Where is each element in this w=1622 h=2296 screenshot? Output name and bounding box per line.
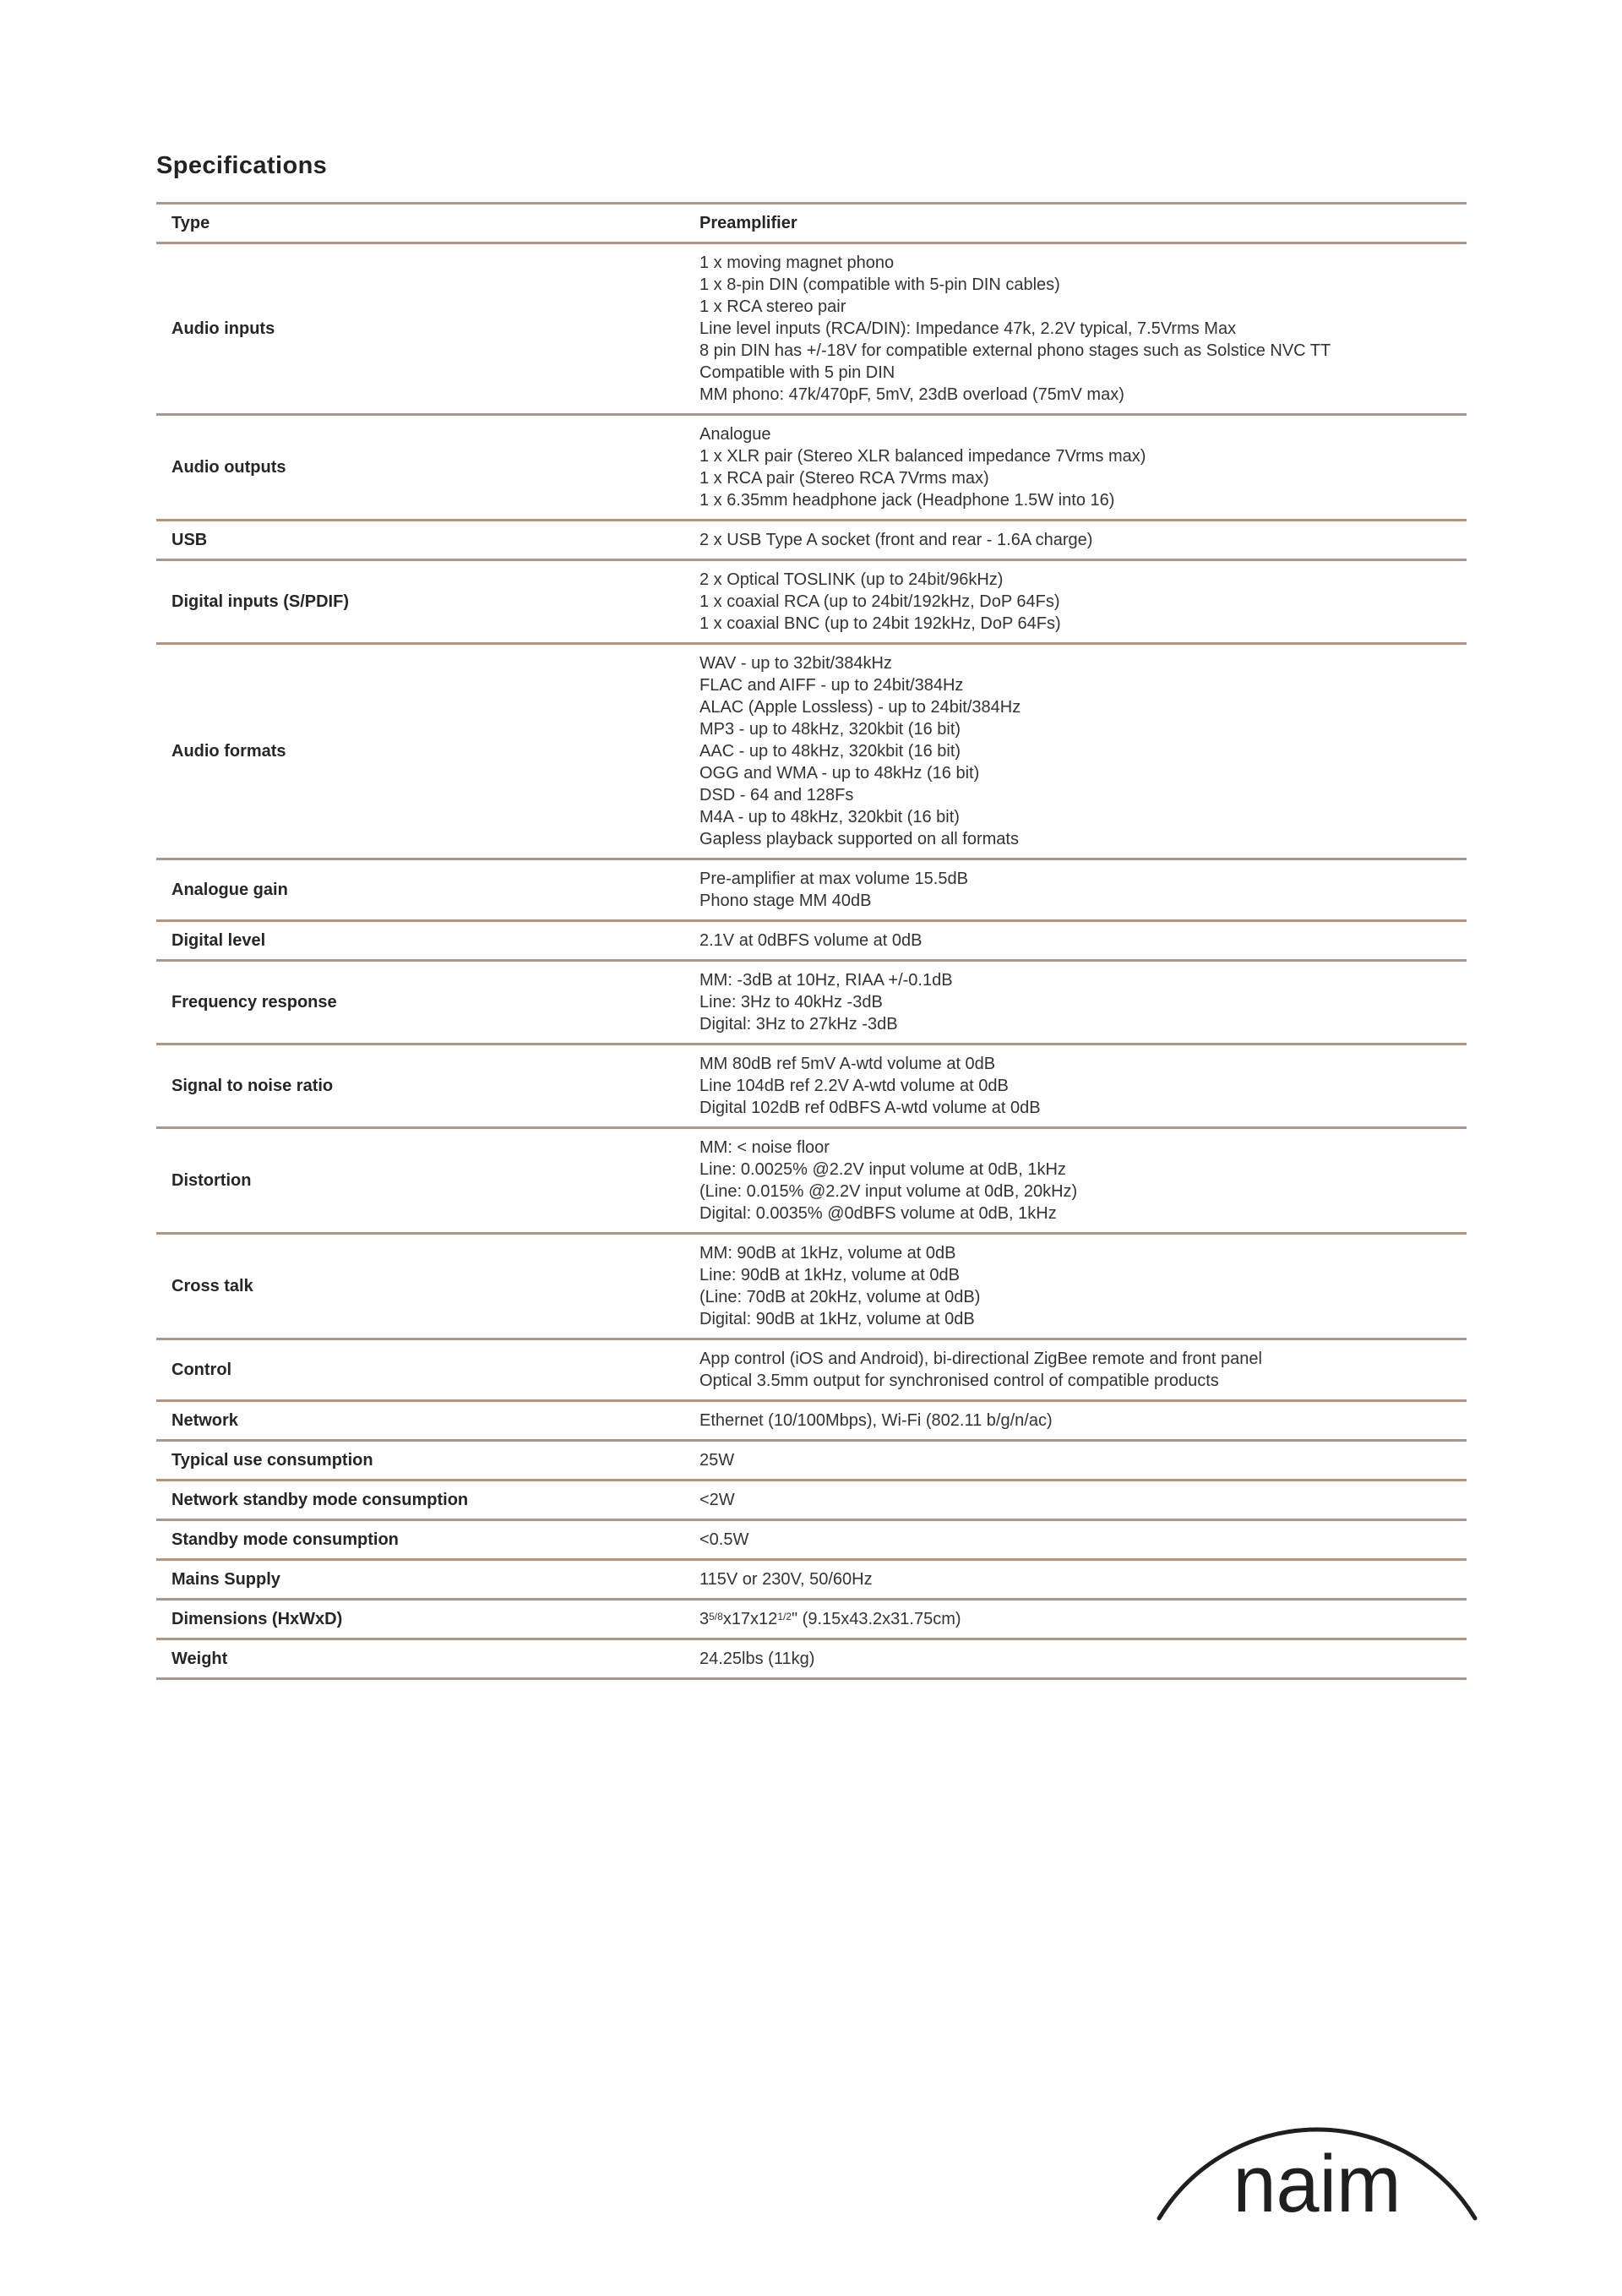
table-row [156, 1235, 1467, 1340]
spec-value-line: Pre-amplifier at max volume 15.5dB [699, 870, 968, 888]
spec-value [699, 930, 1467, 952]
spec-label: Network standby mode consumption [171, 1491, 469, 1509]
spec-label: Digital inputs (S/PDIF) [171, 592, 349, 611]
table-row [156, 561, 1467, 645]
spec-value-line: Line: 90dB at 1kHz, volume at 0dB [699, 1266, 960, 1284]
table-row [156, 416, 1467, 521]
specifications-table [156, 202, 1467, 1680]
spec-value-line: 24.25lbs (11kg) [699, 1650, 815, 1668]
spec-value-line: MM: < noise floor [699, 1138, 830, 1157]
spec-value-line: App control (iOS and Android), bi-directional ZigBee remote and front panel [699, 1350, 1262, 1368]
spec-value-line: 115V or 230V, 50/60Hz [699, 1570, 873, 1589]
spec-value-line: Digital: 90dB at 1kHz, volume at 0dB [699, 1310, 975, 1328]
table-row [156, 1340, 1467, 1402]
table-row [156, 1129, 1467, 1235]
spec-value-line: <0.5W [699, 1530, 749, 1549]
spec-value-line: MM: -3dB at 10Hz, RIAA +/-0.1dB [699, 971, 953, 990]
spec-value [699, 1489, 1467, 1511]
spec-value [699, 652, 1467, 850]
logo-wordmark: naim [1233, 2139, 1402, 2229]
spec-label: Analogue gain [171, 881, 288, 899]
spec-value [699, 868, 1467, 912]
spec-value-line: 1 x 8-pin DIN (compatible with 5-pin DIN cables) [699, 275, 1060, 294]
table-row [156, 205, 1467, 244]
spec-value-line: Digital: 3Hz to 27kHz -3dB [699, 1015, 898, 1033]
spec-value-line: DSD - 64 and 128Fs [699, 786, 854, 804]
spec-value-line: (Line: 0.015% @2.2V input volume at 0dB, 20kHz) [699, 1182, 1078, 1201]
spec-value-line: Analogue [699, 425, 771, 444]
spec-value-line: MP3 - up to 48kHz, 320kbit (16 bit) [699, 720, 961, 739]
spec-value [699, 1568, 1467, 1590]
spec-value [699, 1529, 1467, 1551]
spec-value-line: 8 pin DIN has +/-18V for compatible external phono stages such as Solstice NVC TT [699, 341, 1331, 360]
page-title: Specifications [156, 152, 328, 179]
spec-value-line: 2.1V at 0dBFS volume at 0dB [699, 931, 923, 950]
table-row [156, 244, 1467, 416]
spec-value-line: 1 x coaxial RCA (up to 24bit/192kHz, DoP 64Fs) [699, 592, 1060, 611]
spec-value-line: MM: 90dB at 1kHz, volume at 0dB [699, 1244, 956, 1263]
spec-value-line: Digital 102dB ref 0dBFS A-wtd volume at 0dB [699, 1099, 1041, 1117]
naim-logo [1156, 2117, 1478, 2235]
spec-value-line: $3^{5/8}x17x12^{1/2}$" (9.15x43.2x31.75cm) [699, 1610, 961, 1628]
spec-value-line: Preamplifier [699, 214, 797, 232]
spec-value-line: Line level inputs (RCA/DIN): Impedance 47k, 2.2V typical, 7.5Vrms Max [699, 319, 1237, 338]
spec-value-line: ALAC (Apple Lossless) - up to 24bit/384Hz [699, 698, 1021, 717]
spec-label: Type [171, 214, 210, 232]
table-row [156, 1521, 1467, 1561]
spec-value-line: 1 x RCA stereo pair [699, 297, 846, 316]
spec-value-line: Line: 3Hz to 40kHz -3dB [699, 993, 883, 1012]
spec-value-line: Phono stage MM 40dB [699, 892, 872, 910]
spec-label: Signal to noise ratio [171, 1077, 334, 1095]
spec-label: Cross talk [171, 1277, 253, 1295]
table-row [156, 922, 1467, 962]
spec-value [699, 969, 1467, 1035]
table-row [156, 645, 1467, 860]
spec-value-line: MM phono: 47k/470pF, 5mV, 23dB overload (75mV max) [699, 385, 1124, 404]
spec-label: Dimensions (HxWxD) [171, 1610, 343, 1628]
spec-value [699, 1648, 1467, 1670]
spec-value [699, 1053, 1467, 1119]
spec-value-line: 1 x moving magnet phono [699, 254, 895, 272]
spec-value-line: (Line: 70dB at 20kHz, volume at 0dB) [699, 1288, 981, 1306]
spec-label: Mains Supply [171, 1570, 280, 1589]
spec-value-line: 1 x 6.35mm headphone jack (Headphone 1.5W into 16) [699, 491, 1115, 510]
spec-value-line: <2W [699, 1491, 735, 1509]
spec-label: Typical use consumption [171, 1451, 373, 1470]
table-row [156, 1402, 1467, 1442]
spec-value-line: Ethernet (10/100Mbps), Wi-Fi (802.11 b/g/n/ac) [699, 1411, 1053, 1430]
spec-label: Audio formats [171, 742, 286, 761]
spec-value [699, 423, 1467, 511]
spec-value-line: AAC - up to 48kHz, 320kbit (16 bit) [699, 742, 961, 761]
spec-value-line: Line: 0.0025% @2.2V input volume at 0dB, 1kHz [699, 1160, 1066, 1179]
table-row [156, 860, 1467, 922]
spec-value-line: 1 x XLR pair (Stereo XLR balanced impedance 7Vrms max) [699, 447, 1146, 466]
spec-value-line: 1 x RCA pair (Stereo RCA 7Vrms max) [699, 469, 989, 488]
table-row [156, 1442, 1467, 1481]
spec-value [699, 1242, 1467, 1330]
table-row [156, 1601, 1467, 1640]
spec-label: Distortion [171, 1171, 252, 1190]
table-row [156, 1640, 1467, 1680]
spec-value-line: Optical 3.5mm output for synchronised control of compatible products [699, 1372, 1219, 1390]
spec-label: Audio outputs [171, 458, 286, 477]
spec-value [699, 1449, 1467, 1471]
spec-value [699, 569, 1467, 635]
spec-value-line: 25W [699, 1451, 735, 1470]
table-row [156, 1481, 1467, 1521]
spec-label: Digital level [171, 931, 266, 950]
spec-value-line: FLAC and AIFF - up to 24bit/384Hz [699, 676, 964, 695]
spec-label: USB [171, 531, 208, 549]
table-row [156, 1045, 1467, 1129]
spec-value-line: M4A - up to 48kHz, 320kbit (16 bit) [699, 808, 960, 826]
spec-value [699, 529, 1467, 551]
spec-value [699, 212, 1467, 234]
table-row [156, 521, 1467, 561]
table-row [156, 962, 1467, 1045]
spec-value [699, 1608, 1467, 1630]
spec-value [699, 1348, 1467, 1392]
spec-label: Network [171, 1411, 238, 1430]
spec-label: Audio inputs [171, 319, 275, 338]
spec-value-line: OGG and WMA - up to 48kHz (16 bit) [699, 764, 980, 783]
spec-value-line: 2 x Optical TOSLINK (up to 24bit/96kHz) [699, 570, 1004, 589]
spec-value-line: Line 104dB ref 2.2V A-wtd volume at 0dB [699, 1077, 1009, 1095]
spec-value-line: Compatible with 5 pin DIN [699, 363, 895, 382]
spec-value-line: Gapless playback supported on all formats [699, 830, 1019, 848]
spec-label: Frequency response [171, 993, 337, 1012]
spec-label: Standby mode consumption [171, 1530, 399, 1549]
spec-value-line: 1 x coaxial BNC (up to 24bit 192kHz, DoP 64Fs) [699, 614, 1061, 633]
spec-label: Control [171, 1361, 232, 1379]
spec-value-line: WAV - up to 32bit/384kHz [699, 654, 892, 673]
spec-value [699, 1410, 1467, 1432]
spec-value [699, 1137, 1467, 1224]
table-row [156, 1561, 1467, 1601]
spec-value [699, 252, 1467, 406]
spec-value-line: Digital: 0.0035% @0dBFS volume at 0dB, 1kHz [699, 1204, 1057, 1223]
naim-logo-graphic [1156, 2117, 1478, 2235]
spec-label: Weight [171, 1650, 228, 1668]
spec-value-line: 2 x USB Type A socket (front and rear - 1.6A charge) [699, 531, 1093, 549]
spec-value-line: MM 80dB ref 5mV A-wtd volume at 0dB [699, 1055, 996, 1073]
